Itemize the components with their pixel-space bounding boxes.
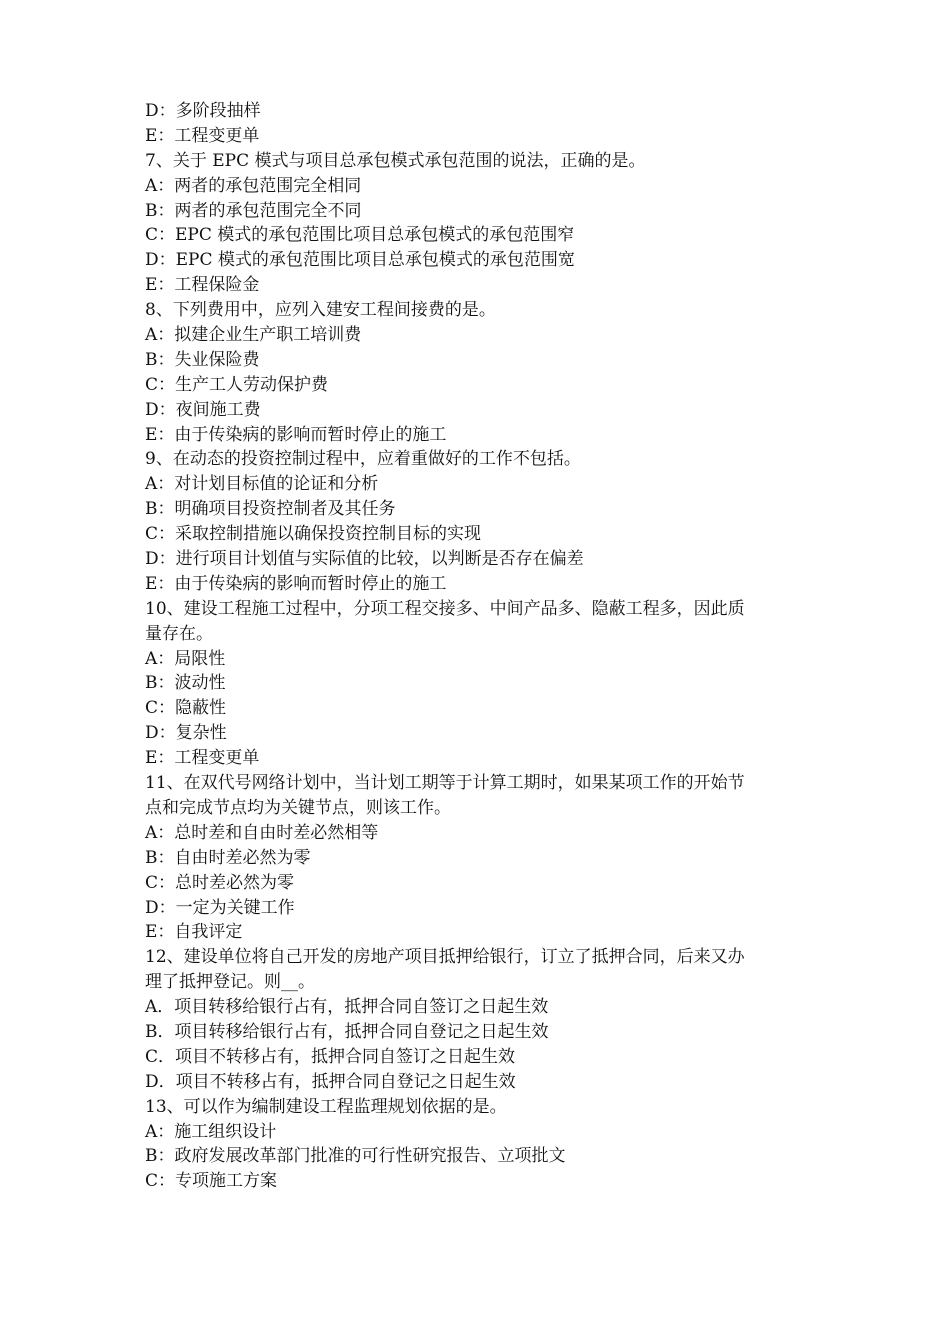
option-line: C．项目不转移占有，抵押合同自签订之日起生效: [145, 1046, 516, 1067]
option-line: D．项目不转移占有，抵押合同自登记之日起生效: [145, 1071, 516, 1092]
option-line: E：自我评定: [145, 922, 243, 943]
option-line: E：工程保险金: [145, 275, 260, 296]
option-line: C：隐蔽性: [145, 698, 227, 719]
option-line: E：由于传染病的影响而暂时停止的施工: [145, 573, 447, 594]
option-line: B：自由时差必然为零: [145, 847, 311, 868]
question-line: 8、下列费用中，应列入建安工程间接费的是。: [145, 300, 496, 321]
option-line: E：由于传染病的影响而暂时停止的施工: [145, 424, 447, 445]
option-line: D：进行项目计划值与实际值的比较，以判断是否存在偏差: [145, 549, 584, 570]
option-line: D：夜间施工费: [145, 399, 261, 420]
option-line: B：失业保险费: [145, 349, 260, 370]
option-line: B：明确项目投资控制者及其任务: [145, 499, 396, 520]
option-line: A：施工组织设计: [145, 1121, 277, 1142]
option-line: C：采取控制措施以确保投资控制目标的实现: [145, 524, 482, 545]
question-line-continued: 量存在。: [145, 623, 213, 644]
option-line: B：两者的承包范围完全不同: [145, 200, 362, 221]
question-line: 12、建设单位将自己开发的房地产项目抵押给银行，订立了抵押合同，后来又办: [145, 947, 745, 968]
option-line: A：两者的承包范围完全相同: [145, 175, 362, 196]
option-line: D：一定为关键工作: [145, 897, 295, 918]
option-line: D：复杂性: [145, 723, 227, 744]
option-line: D：EPC 模式的承包范围比项目总承包模式的承包范围宽: [145, 250, 575, 271]
option-line: B：政府发展改革部门批准的可行性研究报告、立项批文: [145, 1146, 566, 1167]
option-line: C：总时差必然为零: [145, 872, 295, 893]
option-line: B：波动性: [145, 673, 226, 694]
option-line: B．项目转移给银行占有，抵押合同自登记之日起生效: [145, 1021, 549, 1042]
option-line: E：工程变更单: [145, 748, 260, 769]
option-line: A．项目转移给银行占有，抵押合同自签订之日起生效: [145, 997, 549, 1018]
exam-question-text: [145, 99, 817, 1194]
option-line: C：EPC 模式的承包范围比项目总承包模式的承包范围窄: [145, 225, 575, 246]
question-line: 10、建设工程施工过程中，分项工程交接多、中间产品多、隐蔽工程多，因此质: [145, 598, 745, 619]
question-line-continued: 点和完成节点均为关键节点，则该工作。: [145, 797, 451, 818]
question-line: 11、在双代号网络计划中，当计划工期等于计算工期时，如果某项工作的开始节: [145, 773, 745, 794]
question-line: 7、关于 EPC 模式与项目总承包模式承包范围的说法，正确的是。: [145, 150, 646, 171]
question-line-continued: 理了抵押登记。则__。: [145, 972, 315, 993]
option-line: D：多阶段抽样: [145, 101, 261, 121]
question-line: 13、可以作为编制建设工程监理规划依据的是。: [145, 1096, 507, 1117]
option-line: C：专项施工方案: [145, 1171, 278, 1192]
option-line: C：生产工人劳动保护费: [145, 374, 329, 395]
option-line: A：局限性: [145, 648, 226, 669]
option-line: E：工程变更单: [145, 125, 260, 146]
question-line: 9、在动态的投资控制过程中，应着重做好的工作不包括。: [145, 449, 581, 470]
option-line: A：总时差和自由时差必然相等: [145, 822, 379, 843]
option-line: A：拟建企业生产职工培训费: [145, 325, 362, 346]
option-line: A：对计划目标值的论证和分析: [145, 474, 379, 495]
